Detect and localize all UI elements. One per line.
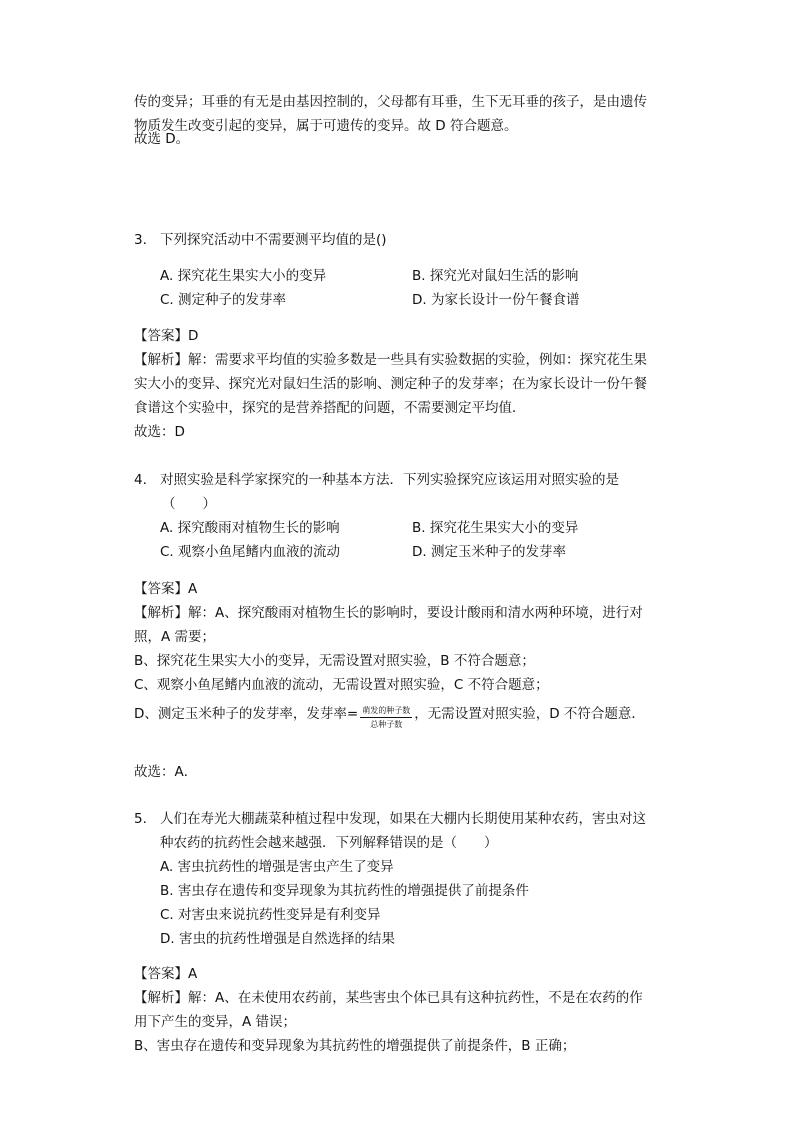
- question-3-stem: 下列探究活动中不需要测平均值的是(): [160, 232, 387, 248]
- question-4-option-b: B. 探究花生果实大小的变异: [412, 520, 579, 536]
- question-3-option-a: A. 探究花生果实大小的变异: [160, 268, 327, 284]
- question-4-number: 4.: [134, 472, 147, 488]
- intro-line-2: 物质发生改变引起的变异，属于可遗传的变异。故 D 符合题意。: [134, 118, 518, 134]
- question-4-answer-block: [134, 577, 664, 697]
- question-3-option-b: B. 探究光对鼠妇生活的影响: [412, 268, 579, 284]
- question-5-stem-line-1: 人们在寿光大棚蔬菜种植过程中发现，如果在大棚内长期使用某种农药，害虫对这: [160, 811, 646, 827]
- question-3-analysis-line-1: 【解析】解：需要求平均值的实验多数是一些具有实验数据的实验，例如：探究花生果: [134, 352, 647, 368]
- question-4-stem-line-1: 对照实验是科学家探究的一种基本方法．下列实验探究应该运用对照实验的是: [160, 472, 619, 488]
- question-4-option-d: D. 测定玉米种子的发芽率: [412, 544, 566, 560]
- question-4-analysis-line-3: B、探究花生果实大小的变异，无需设置对照实验，B 不符合题意；: [134, 653, 535, 669]
- question-5-option-b: B. 害虫存在遗传和变异现象为其抗药性的增强提供了前提条件: [160, 883, 529, 899]
- question-4-option-a: A. 探究酸雨对植物生长的影响: [160, 520, 340, 536]
- germination-rate-fraction: [360, 706, 412, 730]
- question-5-analysis-line-2: 用下产生的变异，A 错误；: [134, 1014, 297, 1030]
- question-5-option-c: C. 对害虫来说抗药性变异是有利变异: [160, 907, 381, 923]
- question-5-answer: 【答案】A: [134, 966, 198, 982]
- question-3-answer: 【答案】D: [134, 328, 199, 344]
- question-5-answer-block: [134, 962, 664, 1058]
- question-3-answer-block: [134, 324, 664, 444]
- question-4-analysis-line-1: 【解析】解：A、探究酸雨对植物生长的影响时，要设计酸雨和清水两种环境，进行对: [134, 605, 643, 621]
- question-3-option-c: C. 测定种子的发芽率: [160, 292, 287, 308]
- question-4-stem-line-2: （ ）: [162, 496, 216, 512]
- question-3-analysis-line-2: 实大小的变异、探究光对鼠妇生活的影响、测定种子的发芽率；在为家长设计一份午餐: [134, 376, 647, 392]
- question-4-analysis-line-5: [134, 702, 694, 729]
- question-3-number: 3.: [134, 232, 147, 248]
- question-5-number: 5.: [134, 811, 147, 827]
- question-5-stem-line-2: 种农药的抗药性会越来越强．下列解释错误的是（ ）: [160, 835, 498, 851]
- intro-line-1: 传的变异；耳垂的有无是由基因控制的，父母都有耳垂，生下无耳垂的孩子，是由遗传: [134, 94, 647, 110]
- question-4-analysis-line-2: 照，A 需要；: [134, 629, 216, 645]
- question-4-analysis-line-4: C、观察小鱼尾鳍内血液的流动，无需设置对照实验，C 不符合题意；: [134, 677, 549, 693]
- question-3-option-d: D. 为家长设计一份午餐食谱: [412, 292, 580, 308]
- question-5-analysis-line-3: B、害虫存在遗传和变异现象为其抗药性的增强提供了前提条件，B 正确；: [134, 1038, 576, 1054]
- fraction-numerator: 萌发的种子数: [360, 706, 412, 718]
- fraction-denominator: 总种子数: [370, 720, 403, 729]
- question-5-analysis-line-1: 【解析】解：A、在未使用农药前，某些害虫个体已具有这种抗药性，不是在农药的作: [134, 990, 643, 1006]
- question-3-analysis-line-3: 食谱这个实验中，探究的是营养搭配的问题，不需要测定平均值．: [134, 400, 526, 416]
- question-3-choice: 故选：D: [134, 424, 185, 440]
- question-5-option-d: D. 害虫的抗药性增强是自然选择的结果: [160, 931, 395, 947]
- question-4-analysis-line-5-pre: D、测定玉米种子的发芽率，发芽率=: [134, 706, 359, 722]
- question-4-choice: 故选：A．: [134, 764, 198, 780]
- question-5-option-a: A. 害虫抗药性的增强是害虫产生了变异: [160, 859, 394, 875]
- question-4-answer: 【答案】A: [134, 581, 198, 597]
- question-4-analysis-line-5-post: ，无需设置对照实验，D 不符合题意．: [414, 706, 645, 722]
- intro-choice: 故选 D。: [134, 131, 190, 147]
- question-4-option-c: C. 观察小鱼尾鳍内血液的流动: [160, 544, 341, 560]
